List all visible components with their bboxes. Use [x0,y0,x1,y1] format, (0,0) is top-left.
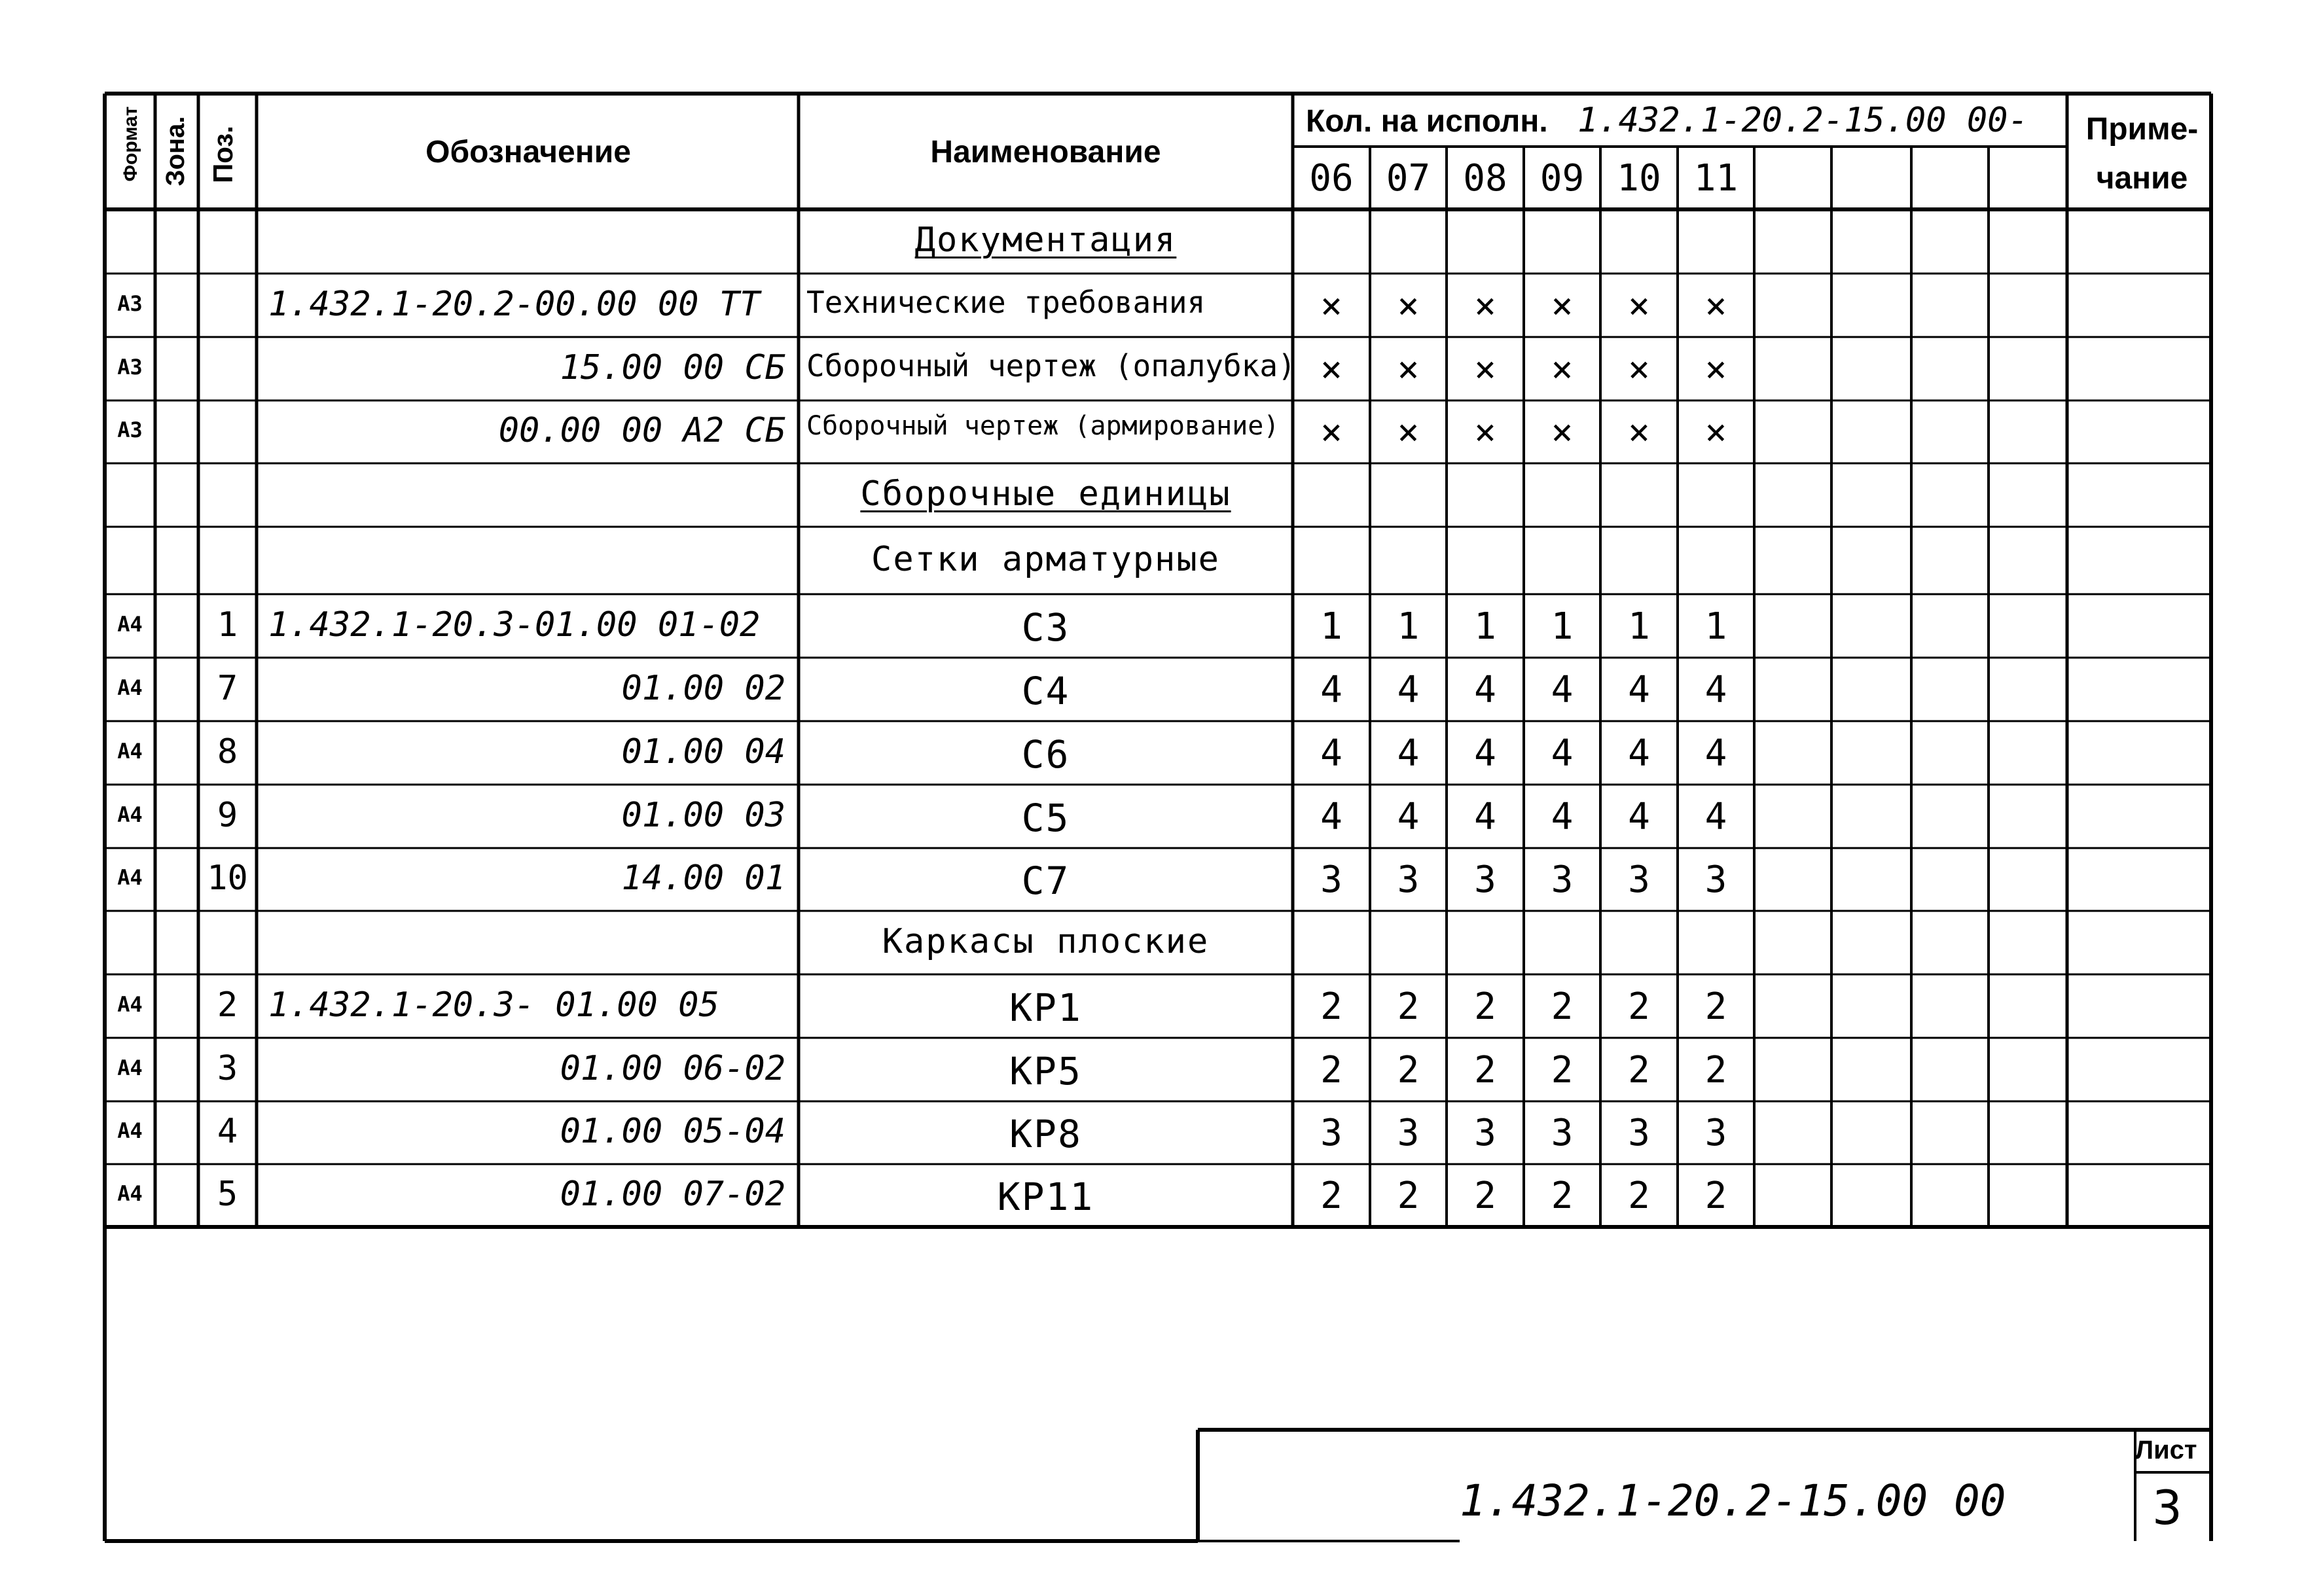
row-position: 7 [217,668,238,708]
row-qty-09: 1 [1551,605,1574,648]
row-qty-09: 3 [1551,1112,1574,1154]
row-qty-06: 4 [1320,732,1342,775]
row-name: КР1 [1009,985,1082,1030]
row-qty-06: 1 [1320,605,1342,648]
qty-header-label: Кол. на исполн. [1306,104,1548,139]
row-qty-09: × [1551,284,1574,327]
row-designation: 01.00 04 [621,732,785,771]
variant-header-11: 11 [1693,157,1739,200]
row-format: А4 [117,611,143,637]
row-name: Технические требования [806,284,1206,320]
row-qty-11: 4 [1704,668,1727,711]
row-qty-08: 4 [1474,668,1496,711]
row-qty-06: × [1320,284,1342,327]
note-header-line1: Приме- [2085,112,2199,147]
sheet-label: Лист [2135,1436,2197,1464]
row-qty-07: 4 [1397,795,1420,838]
row-format: А4 [117,991,143,1017]
row-qty-11: 2 [1704,985,1727,1028]
row-qty-10: 1 [1628,605,1650,648]
row-qty-11: 4 [1704,732,1727,775]
row-name: КР8 [1009,1112,1082,1156]
row-qty-07: 2 [1397,1048,1420,1091]
row-designation: 15.00 00 СБ [560,347,785,387]
row-qty-06: 4 [1320,668,1342,711]
row-position: 2 [217,985,238,1025]
row-qty-11: 3 [1704,1112,1727,1154]
row-qty-10: 2 [1628,1048,1650,1091]
col-designation-header: Обозначение [425,135,631,169]
row-qty-07: × [1397,284,1420,327]
row-format: А4 [117,865,143,890]
row-designation: 1.432.1-20.3-01.00 01-02 [268,605,761,645]
row-qty-11: × [1704,411,1727,453]
row-qty-08: × [1474,411,1496,453]
row-qty-07: 3 [1397,859,1420,901]
row-qty-06: 2 [1320,1175,1342,1217]
variant-header-06: 06 [1309,157,1354,200]
row-qty-10: × [1628,284,1650,327]
row-qty-08: 1 [1474,605,1496,648]
row-qty-11: × [1704,347,1727,391]
row-qty-09: 4 [1551,732,1574,775]
row-position: 10 [207,859,248,898]
row-qty-09: × [1551,347,1574,391]
variant-header-07: 07 [1386,157,1431,200]
row-qty-11: 2 [1704,1048,1727,1091]
row-position: 8 [217,732,238,771]
row-qty-08: 4 [1474,732,1496,775]
row-qty-10: 4 [1628,795,1650,838]
row-position: 4 [217,1112,238,1151]
row-qty-06: × [1320,347,1342,391]
row-format: А3 [117,417,143,442]
row-designation: 01.00 05-04 [560,1112,785,1151]
row-name: Сборочный чертеж (армирование) [806,411,1280,441]
row-designation: 1.432.1-20.2-00.00 00 ТТ [268,284,761,324]
qty-header-base: 1.432.1-20.2-15.00 00- [1577,101,2028,140]
row-designation: 00.00 00 А2 СБ [498,411,785,450]
row-qty-07: 2 [1397,1175,1420,1217]
col-zone-header: Зона. [161,116,190,186]
row-qty-06: 3 [1320,1112,1342,1154]
row-name: С5 [1021,795,1070,840]
row-qty-08: × [1474,284,1496,327]
variant-header-10: 10 [1617,157,1661,200]
row-qty-08: 2 [1474,1048,1496,1091]
row-qty-08: 2 [1474,1175,1496,1217]
row-qty-08: 4 [1474,795,1496,838]
row-qty-06: 4 [1320,795,1342,838]
row-format: А4 [117,1055,143,1080]
row-qty-10: 2 [1628,985,1650,1028]
row-designation: 1.432.1-20.3- 01.00 05 [268,985,719,1025]
row-format: А3 [117,354,143,380]
row-qty-09: × [1551,411,1574,453]
row-designation: 01.00 02 [621,668,785,708]
col-format-header: Формат [120,106,141,182]
row-qty-09: 4 [1551,795,1574,838]
row-qty-07: 3 [1397,1112,1420,1154]
variant-header-08: 08 [1463,157,1507,200]
row-qty-09: 3 [1551,859,1574,901]
row-qty-10: × [1628,411,1650,453]
sheet-number: 3 [2152,1480,2182,1535]
row-format: А4 [117,1118,143,1143]
row-qty-10: 4 [1628,732,1650,775]
row-designation: 01.00 06-02 [560,1048,785,1088]
row-qty-06: 2 [1320,985,1342,1028]
row-qty-07: × [1397,347,1420,391]
row-qty-09: 2 [1551,985,1574,1028]
row-qty-09: 2 [1551,1175,1574,1217]
row-qty-07: 4 [1397,668,1420,711]
doc-number: 1.432.1-20.2-15.00 00 [1460,1476,2006,1526]
row-qty-08: 2 [1474,985,1496,1028]
col-pos-header: Поз. [207,126,238,183]
row-qty-10: 3 [1628,1112,1650,1154]
row-qty-08: 3 [1474,1112,1496,1154]
row-qty-10: 2 [1628,1175,1650,1217]
row-designation: 01.00 03 [621,795,785,835]
row-qty-10: 4 [1628,668,1650,711]
row-qty-09: 2 [1551,1048,1574,1091]
row-qty-07: 4 [1397,732,1420,775]
note-header-line2: чание [2096,161,2188,196]
row-qty-11: 1 [1704,605,1727,648]
row-name: Сборочный чертеж (опалубка) [806,347,1296,383]
row-qty-09: 4 [1551,668,1574,711]
col-name-header: Наименование [930,135,1161,169]
row-position: 3 [217,1048,238,1088]
row-name: КР5 [1009,1048,1082,1093]
row-qty-11: 2 [1704,1175,1727,1217]
row-format: А4 [117,802,143,827]
row-format: А3 [117,291,143,316]
row-qty-10: × [1628,347,1650,391]
row-qty-08: × [1474,347,1496,391]
row-qty-07: 2 [1397,985,1420,1028]
row-qty-06: × [1320,411,1342,453]
row-format: А4 [117,738,143,764]
row-name: С7 [1021,859,1070,903]
row-qty-08: 3 [1474,859,1496,901]
row-qty-07: × [1397,411,1420,453]
row-qty-07: 1 [1397,605,1420,648]
row-qty-11: 3 [1704,859,1727,901]
section-title: Каркасы плоские [882,921,1210,961]
row-position: 9 [217,795,238,835]
row-name: КР11 [997,1175,1094,1219]
row-position: 1 [217,605,238,645]
row-name: С3 [1021,605,1070,650]
row-qty-11: 4 [1704,795,1727,838]
row-designation: 01.00 07-02 [560,1175,785,1214]
row-qty-06: 2 [1320,1048,1342,1091]
section-title: Сборочные единицы [860,474,1231,514]
row-name: С6 [1021,732,1070,777]
row-qty-10: 3 [1628,859,1650,901]
variant-header-09: 09 [1540,157,1585,200]
row-position: 5 [217,1175,238,1214]
section-title: Сетки арматурные [871,539,1220,579]
row-designation: 14.00 01 [621,859,785,898]
section-title: Документация [914,221,1177,260]
row-format: А4 [117,1181,143,1206]
row-qty-06: 3 [1320,859,1342,901]
row-format: А4 [117,675,143,700]
row-name: С4 [1021,668,1070,713]
row-qty-11: × [1704,284,1727,327]
